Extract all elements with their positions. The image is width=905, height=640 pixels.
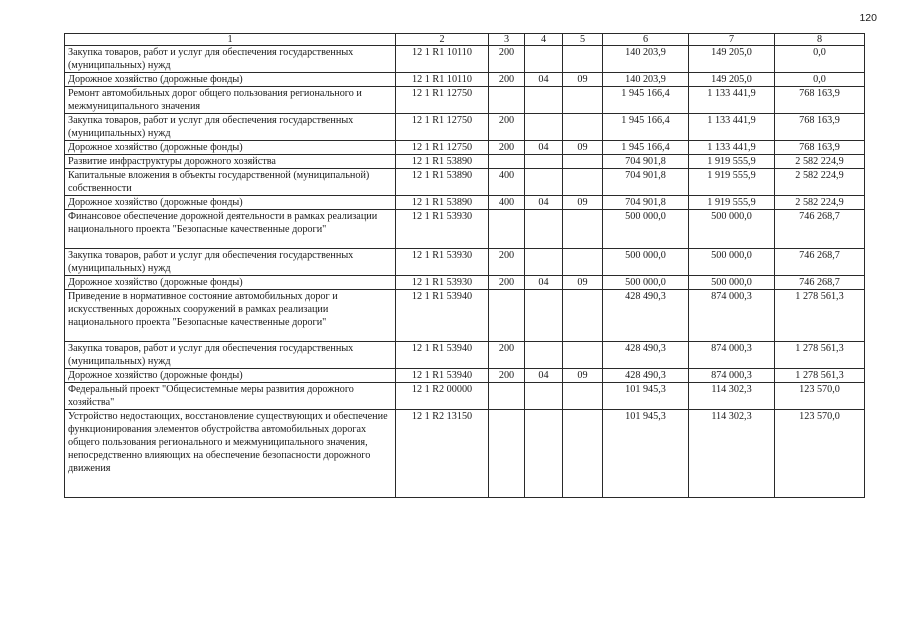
row-section [525, 155, 563, 169]
row-value-8: 768 163,9 [775, 141, 865, 155]
table-row [65, 87, 865, 114]
row-value-8: 123 570,0 [775, 410, 865, 498]
row-value-6: 140 203,9 [603, 46, 689, 73]
column-header: 3 [489, 34, 525, 46]
row-code: 12 1 R1 53890 [396, 196, 489, 210]
row-section: 04 [525, 73, 563, 87]
row-code: 12 1 R1 53940 [396, 369, 489, 383]
row-subsection: 09 [563, 196, 603, 210]
column-header: 2 [396, 34, 489, 46]
row-name: Дорожное хозяйство (дорожные фонды) [65, 196, 396, 210]
row-subsection [563, 383, 603, 410]
row-subsection [563, 249, 603, 276]
row-subsection [563, 155, 603, 169]
table-row [65, 46, 865, 73]
row-section [525, 342, 563, 369]
row-value-8: 1 278 561,3 [775, 290, 865, 342]
row-section [525, 87, 563, 114]
row-value-8: 1 278 561,3 [775, 342, 865, 369]
row-subsection [563, 210, 603, 249]
row-code: 12 1 R1 12750 [396, 114, 489, 141]
row-subsection [563, 87, 603, 114]
row-value-7: 1 919 555,9 [689, 169, 775, 196]
row-value-7: 114 302,3 [689, 383, 775, 410]
table-row [65, 383, 865, 410]
row-name: Дорожное хозяйство (дорожные фонды) [65, 141, 396, 155]
row-value-6: 704 901,8 [603, 196, 689, 210]
row-value-7: 874 000,3 [689, 369, 775, 383]
row-expense-type: 200 [489, 342, 525, 369]
row-value-8: 768 163,9 [775, 114, 865, 141]
row-value-7: 1 919 555,9 [689, 196, 775, 210]
row-name: Приведение в нормативное состояние автомобильных дорог и искусственных дорожных сооружений в рамках реализации национального проекта "Безопасные качественные дороги" [65, 290, 396, 342]
row-value-8: 768 163,9 [775, 87, 865, 114]
row-value-6: 704 901,8 [603, 155, 689, 169]
row-code: 12 1 R1 12750 [396, 87, 489, 114]
column-header: 8 [775, 34, 865, 46]
table-row [65, 141, 865, 155]
row-value-8: 746 268,7 [775, 210, 865, 249]
row-value-8: 2 582 224,9 [775, 196, 865, 210]
row-value-7: 500 000,0 [689, 276, 775, 290]
row-name: Ремонт автомобильных дорог общего пользования регионального и межмуниципального значения [65, 87, 396, 114]
row-section [525, 169, 563, 196]
row-code: 12 1 R1 10110 [396, 46, 489, 73]
row-value-6: 1 945 166,4 [603, 114, 689, 141]
row-code: 12 1 R1 53930 [396, 249, 489, 276]
row-code: 12 1 R1 10110 [396, 73, 489, 87]
row-subsection [563, 46, 603, 73]
row-name: Устройство недостающих, восстановление существующих и обеспечение функционирования элементов обустройства автомобильных дорогах общего пользования регионального и межмуниципального значения, непосредственно влияющих на обеспечение безопасности дорожного движения [65, 410, 396, 498]
row-section [525, 410, 563, 498]
row-expense-type: 400 [489, 169, 525, 196]
row-subsection [563, 410, 603, 498]
row-value-8: 2 582 224,9 [775, 169, 865, 196]
table-row [65, 276, 865, 290]
column-header: 1 [65, 34, 396, 46]
row-expense-type: 200 [489, 369, 525, 383]
row-code: 12 1 R1 53940 [396, 290, 489, 342]
row-subsection [563, 114, 603, 141]
table-row [65, 410, 865, 498]
table-row [65, 369, 865, 383]
row-value-8: 0,0 [775, 73, 865, 87]
row-value-7: 1 919 555,9 [689, 155, 775, 169]
row-value-8: 746 268,7 [775, 249, 865, 276]
row-value-7: 149 205,0 [689, 73, 775, 87]
column-header: 5 [563, 34, 603, 46]
row-value-8: 2 582 224,9 [775, 155, 865, 169]
row-value-8: 0,0 [775, 46, 865, 73]
row-subsection: 09 [563, 141, 603, 155]
row-value-6: 101 945,3 [603, 383, 689, 410]
row-expense-type [489, 210, 525, 249]
row-expense-type: 200 [489, 276, 525, 290]
row-subsection: 09 [563, 73, 603, 87]
budget-table [64, 33, 865, 498]
row-expense-type [489, 155, 525, 169]
row-code: 12 1 R1 12750 [396, 141, 489, 155]
row-value-7: 874 000,3 [689, 342, 775, 369]
row-section [525, 383, 563, 410]
row-expense-type: 200 [489, 114, 525, 141]
row-code: 12 1 R1 53890 [396, 155, 489, 169]
row-section [525, 114, 563, 141]
row-value-7: 500 000,0 [689, 210, 775, 249]
row-section [525, 46, 563, 73]
row-value-6: 1 945 166,4 [603, 141, 689, 155]
row-section: 04 [525, 369, 563, 383]
row-value-6: 500 000,0 [603, 276, 689, 290]
row-value-6: 500 000,0 [603, 210, 689, 249]
row-subsection [563, 169, 603, 196]
row-code: 12 1 R2 00000 [396, 383, 489, 410]
header-row [65, 34, 865, 46]
row-name: Капитальные вложения в объекты государственной (муниципальной) собственности [65, 169, 396, 196]
row-code: 12 1 R1 53930 [396, 210, 489, 249]
row-expense-type: 400 [489, 196, 525, 210]
row-name: Финансовое обеспечение дорожной деятельности в рамках реализации национального проекта "Безопасные качественные дороги" [65, 210, 396, 249]
row-value-7: 1 133 441,9 [689, 114, 775, 141]
row-code: 12 1 R2 13150 [396, 410, 489, 498]
table-row [65, 114, 865, 141]
row-name: Дорожное хозяйство (дорожные фонды) [65, 73, 396, 87]
row-value-7: 1 133 441,9 [689, 87, 775, 114]
row-code: 12 1 R1 53930 [396, 276, 489, 290]
row-value-7: 874 000,3 [689, 290, 775, 342]
row-expense-type [489, 383, 525, 410]
row-section [525, 249, 563, 276]
row-value-7: 114 302,3 [689, 410, 775, 498]
row-value-6: 428 490,3 [603, 342, 689, 369]
row-expense-type [489, 87, 525, 114]
row-code: 12 1 R1 53940 [396, 342, 489, 369]
row-expense-type: 200 [489, 141, 525, 155]
row-value-6: 428 490,3 [603, 369, 689, 383]
row-value-6: 101 945,3 [603, 410, 689, 498]
row-section: 04 [525, 276, 563, 290]
row-value-6: 140 203,9 [603, 73, 689, 87]
row-value-7: 149 205,0 [689, 46, 775, 73]
table-row [65, 210, 865, 249]
row-subsection: 09 [563, 369, 603, 383]
table-row [65, 290, 865, 342]
row-value-8: 123 570,0 [775, 383, 865, 410]
row-name: Дорожное хозяйство (дорожные фонды) [65, 369, 396, 383]
row-name: Развитие инфраструктуры дорожного хозяйства [65, 155, 396, 169]
table-row [65, 249, 865, 276]
row-code: 12 1 R1 53890 [396, 169, 489, 196]
row-expense-type: 200 [489, 73, 525, 87]
row-value-8: 1 278 561,3 [775, 369, 865, 383]
row-name: Закупка товаров, работ и услуг для обеспечения государственных (муниципальных) нужд [65, 342, 396, 369]
row-section: 04 [525, 196, 563, 210]
column-header: 7 [689, 34, 775, 46]
row-name: Закупка товаров, работ и услуг для обеспечения государственных (муниципальных) нужд [65, 249, 396, 276]
table-row [65, 342, 865, 369]
table-row [65, 169, 865, 196]
row-section [525, 210, 563, 249]
page-number: 120 [859, 12, 877, 24]
row-subsection [563, 342, 603, 369]
row-section: 04 [525, 141, 563, 155]
row-subsection: 09 [563, 276, 603, 290]
row-subsection [563, 290, 603, 342]
row-name: Дорожное хозяйство (дорожные фонды) [65, 276, 396, 290]
column-header: 6 [603, 34, 689, 46]
row-expense-type [489, 290, 525, 342]
table-row [65, 196, 865, 210]
table-row [65, 73, 865, 87]
row-name: Закупка товаров, работ и услуг для обеспечения государственных (муниципальных) нужд [65, 46, 396, 73]
table-row [65, 155, 865, 169]
row-expense-type [489, 410, 525, 498]
row-value-6: 704 901,8 [603, 169, 689, 196]
row-expense-type: 200 [489, 46, 525, 73]
row-name: Закупка товаров, работ и услуг для обеспечения государственных (муниципальных) нужд [65, 114, 396, 141]
row-value-7: 500 000,0 [689, 249, 775, 276]
row-value-6: 428 490,3 [603, 290, 689, 342]
row-value-6: 500 000,0 [603, 249, 689, 276]
row-value-8: 746 268,7 [775, 276, 865, 290]
row-value-7: 1 133 441,9 [689, 141, 775, 155]
column-header: 4 [525, 34, 563, 46]
row-section [525, 290, 563, 342]
row-expense-type: 200 [489, 249, 525, 276]
row-name: Федеральный проект "Общесистемные меры развития дорожного хозяйства" [65, 383, 396, 410]
row-value-6: 1 945 166,4 [603, 87, 689, 114]
